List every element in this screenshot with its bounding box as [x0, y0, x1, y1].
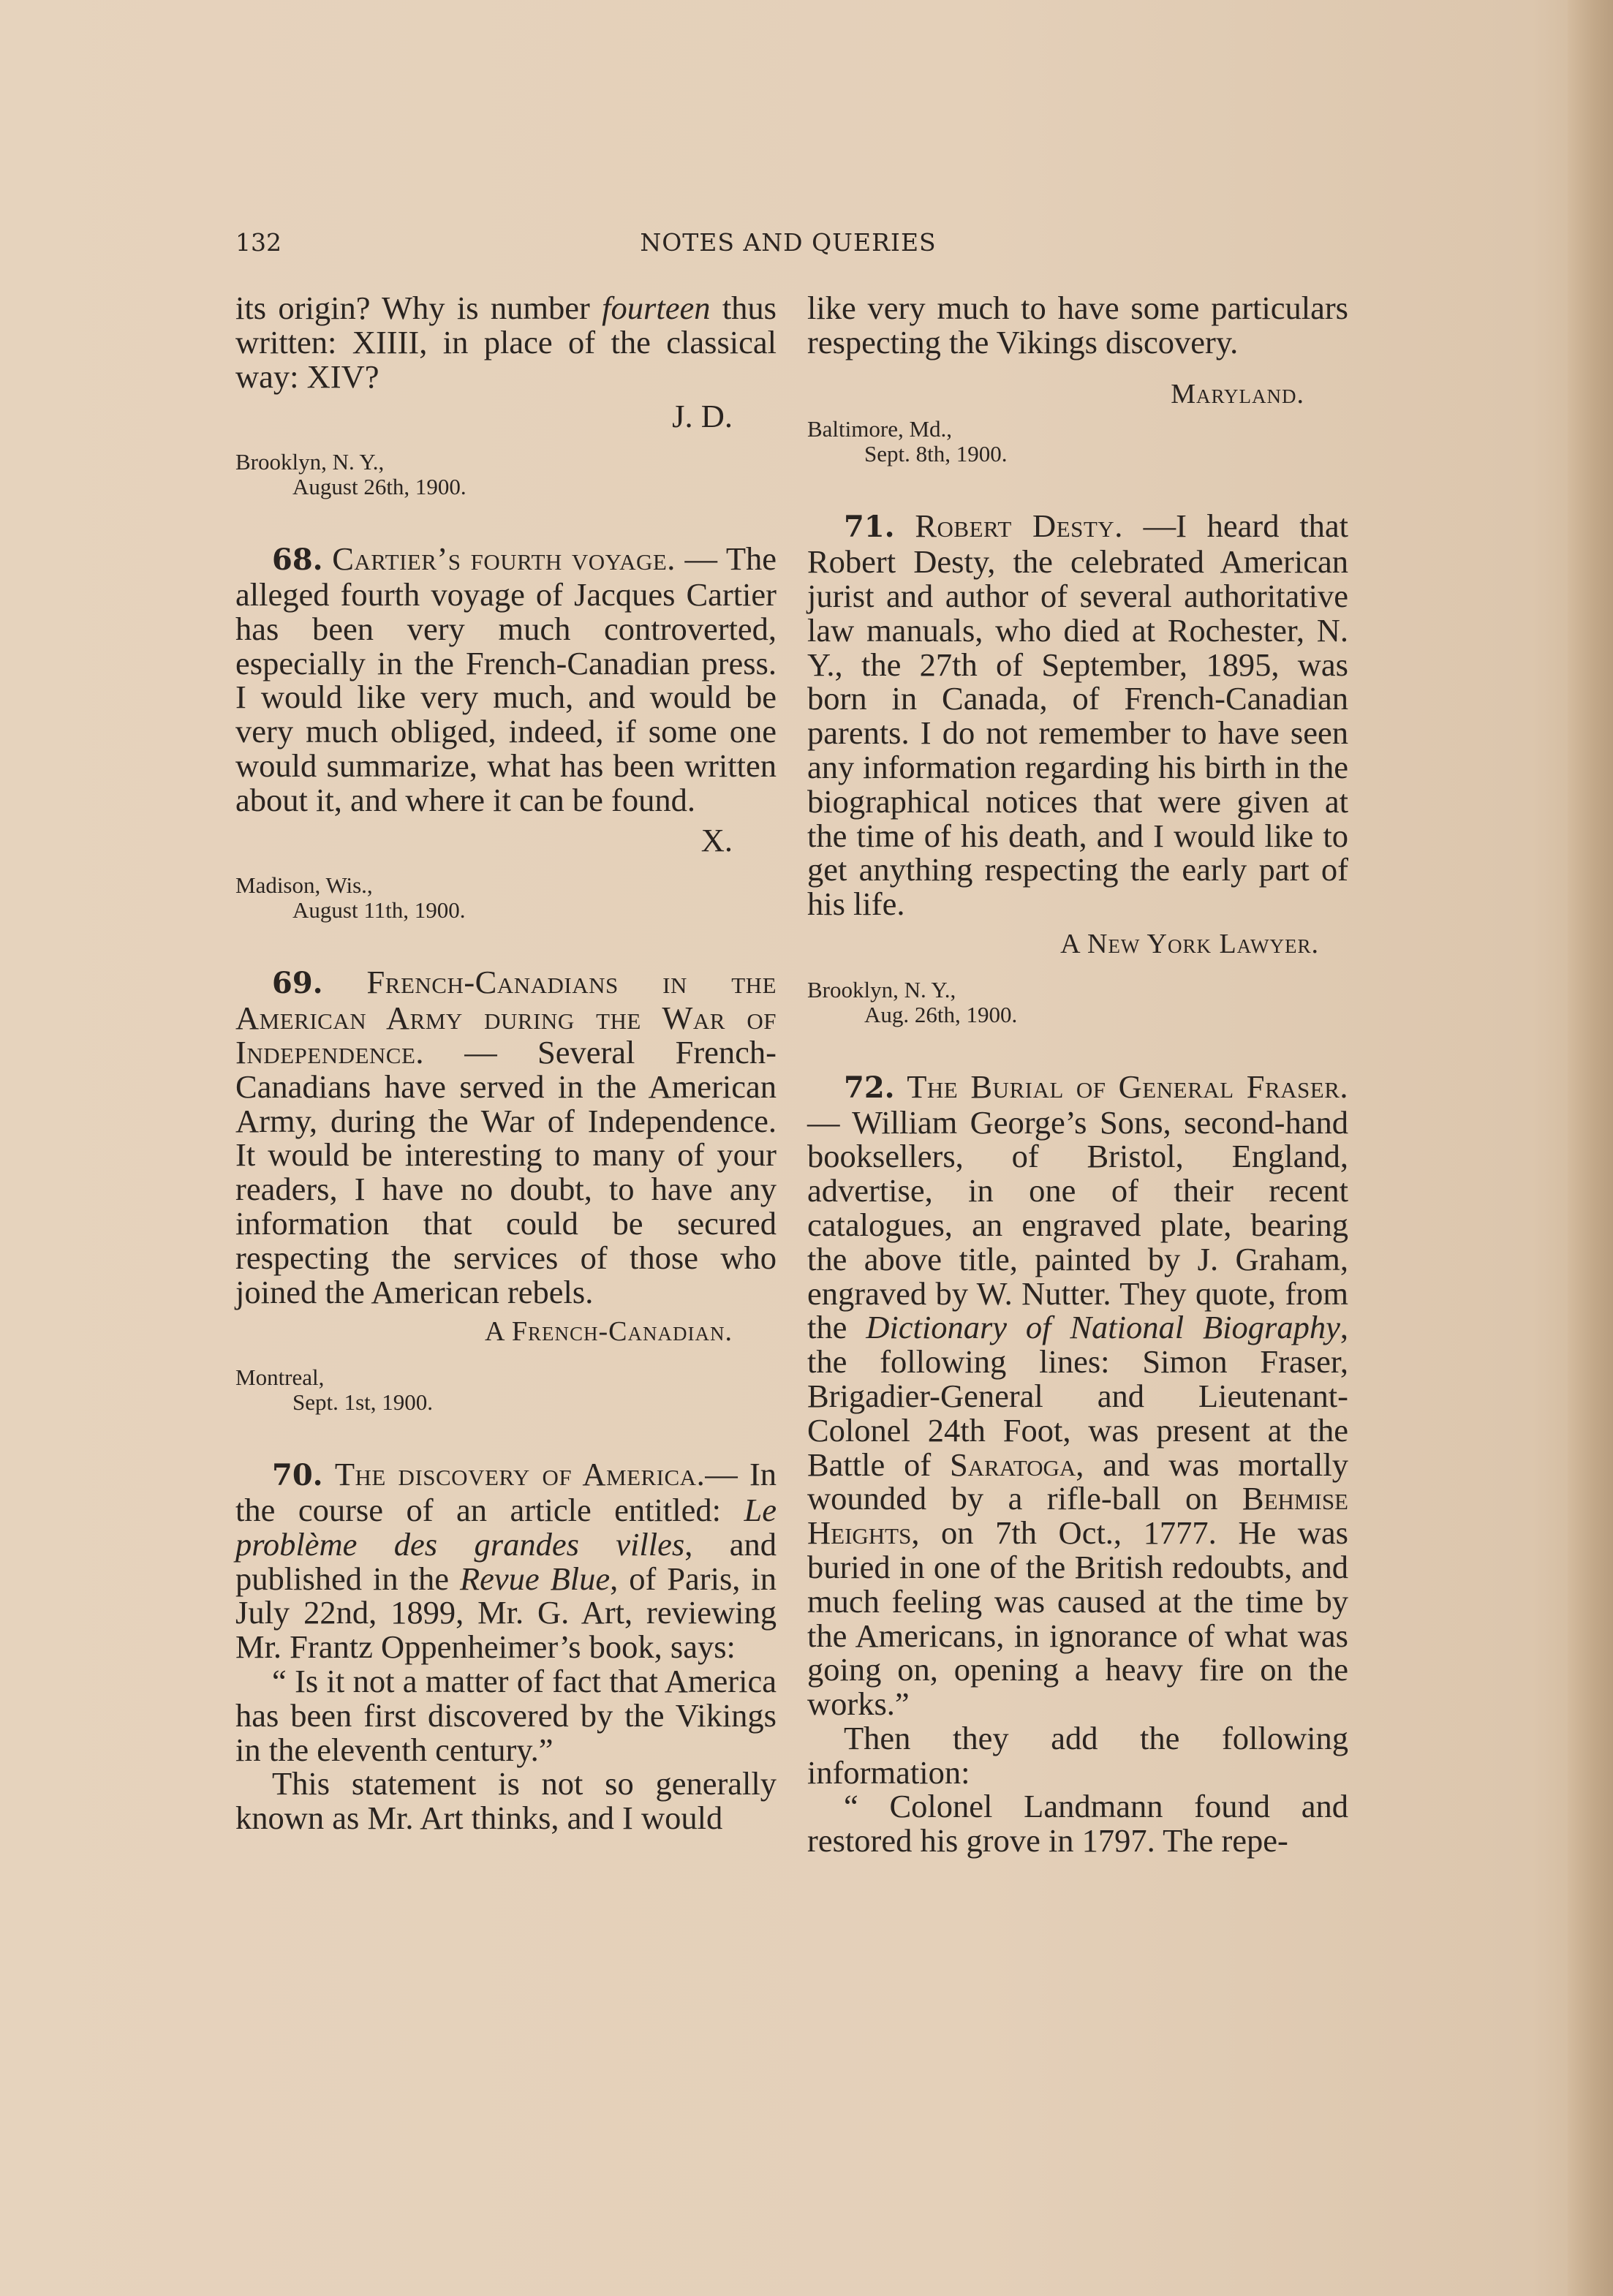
entry-title: The discovery of America.: [334, 1456, 706, 1493]
page-edge: [1568, 0, 1613, 2296]
entry-number: 70.: [272, 1458, 323, 1493]
entry-68: [235, 542, 777, 817]
dash: —: [424, 1033, 537, 1070]
entry-body: , and was mortally wounded by a rifle-ball on: [807, 1446, 1348, 1517]
signature: X.: [700, 821, 733, 858]
follow-text: This statement is not so generally known as Mr. Art thinks, and I would: [235, 1765, 777, 1837]
right-column: [807, 291, 1348, 1858]
entry-body: I heard that Robert Desty, the celebrated American jurist and author of several authoritative law manuals, who died at Rochester, N. Y., the 27th of September, 1895, was born in Canada, of French-Canadian parents. I do not remember to have seen any information regarding his birth in the biographical notices that were given at the time of his death, and I would like to get anything respecting the early part of his life.: [807, 507, 1348, 923]
entry-number: 72.: [844, 1070, 895, 1105]
left-column: [235, 291, 777, 1835]
entry-72: [807, 1070, 1348, 1721]
dateline-date: Sept. 8th, 1900.: [864, 441, 1008, 467]
italic-run: Le problème des grandes villes: [235, 1491, 777, 1563]
dateline: [235, 450, 777, 499]
page-number: 132: [235, 228, 282, 257]
entry-70: [235, 1457, 777, 1664]
dateline-place: Brooklyn, N. Y.,: [807, 976, 956, 1002]
text-run: thus written: XIIII, in place of the classical way: XIV?: [235, 290, 777, 395]
entry-body: , on 7th Oct., 1777. He was buried in one of the British redoubts, and much feeling was caused at the time by the Americans, in ignorance of what was going on, opening a heavy fire on the works.”: [807, 1514, 1348, 1723]
dateline-date: Sept. 1st, 1900.: [292, 1389, 434, 1416]
entry-body: , the following lines: Simon Fraser, Brigadier-General and Lieutenant-Colonel 24th Foot, was present at the Battle of: [807, 1309, 1348, 1483]
entry-number: 69.: [272, 966, 323, 1001]
entry-body: In the course of an article entitled:: [235, 1456, 777, 1528]
entry-body: The alleged fourth voyage of Jacques Cartier has been very much controverted, especially in the French-Canadian press. I would like very much, and would be very much obliged, indeed, if some one would summarize, what has been written about it, and where it can be found.: [235, 540, 777, 818]
entry-title: Cartier’s fourth voyage.: [332, 540, 676, 578]
dateline-place: Montreal,: [235, 1364, 325, 1391]
entry-title: The Burial of General Fraser.: [907, 1068, 1348, 1105]
entry-number: 68.: [272, 543, 323, 578]
dateline-date: August 26th, 1900.: [292, 474, 466, 500]
dateline-place: Madison, Wis.,: [235, 872, 373, 899]
entry-body: , and published in the: [235, 1525, 777, 1597]
dateline: [807, 978, 1348, 1027]
dateline: [807, 417, 1348, 467]
signature: J. D.: [672, 398, 733, 435]
continuation-text: like very much to have some particulars respecting the Vikings discovery.: [807, 290, 1348, 360]
page-header: [235, 228, 1341, 265]
follow-text: Then they add the following information:: [807, 1719, 1348, 1791]
running-head: NOTES AND QUERIES: [640, 228, 937, 257]
continuation-text: [235, 291, 777, 393]
entry-body: Several French-Canadians have served in the American Army, during the War of Independence. It would be interesting to many of your readers, I have no doubt, to have any information that could be secured respecting the services of those who joined the American rebels.: [235, 1033, 777, 1310]
entry-title: Robert Desty.: [915, 507, 1123, 545]
italic-run: Revue Blue: [459, 1560, 611, 1597]
dateline: [235, 873, 777, 923]
italic-run: Dictionary of National Biography: [866, 1309, 1340, 1346]
dash: —: [1122, 507, 1176, 545]
entry-71: [807, 509, 1348, 921]
dateline: [235, 1365, 777, 1415]
dash: —: [807, 1103, 853, 1141]
entry-body: , of Paris, in July 22nd, 1899, Mr. G. Art, reviewing Mr. Frantz Oppenheimer’s book, says:: [235, 1560, 777, 1666]
small-caps-run: Saratoga: [949, 1446, 1076, 1483]
dateline-date: August 11th, 1900.: [292, 897, 466, 924]
dateline-place: Baltimore, Md.,: [807, 416, 953, 442]
entry-69: [235, 965, 777, 1309]
entry-body: William George’s Sons, second-hand booksellers, of Bristol, England, advertise, in one of their recent catalogues, an engraved plate, bearing the above title, painted by J. Graham, engraved by W. Nutter. They quote, from the: [807, 1103, 1348, 1346]
quotation: “ Colonel Landmann found and restored his grove in 1797. The repe-: [807, 1788, 1348, 1859]
small-caps-run: Behmise Heights: [807, 1480, 1348, 1552]
entry-title: French-Canadians in the American Army during the War of Independence.: [235, 964, 777, 1070]
dateline-date: Aug. 26th, 1900.: [864, 1001, 1018, 1027]
entry-number: 71.: [844, 510, 895, 545]
dateline-place: Brooklyn, N. Y.,: [235, 449, 385, 475]
text-run: its origin? Why is number: [235, 290, 602, 326]
dash: —: [705, 1456, 749, 1493]
signature: A New York Lawyer.: [1060, 928, 1319, 959]
quotation: “ Is it not a matter of fact that America has been first discovered by the Vikings in the eleventh century.”: [235, 1662, 777, 1768]
dash: —: [675, 540, 726, 578]
italic-run: fourteen: [602, 290, 711, 326]
signature: Maryland.: [1171, 378, 1304, 409]
signature: A French-Canadian.: [485, 1316, 733, 1348]
